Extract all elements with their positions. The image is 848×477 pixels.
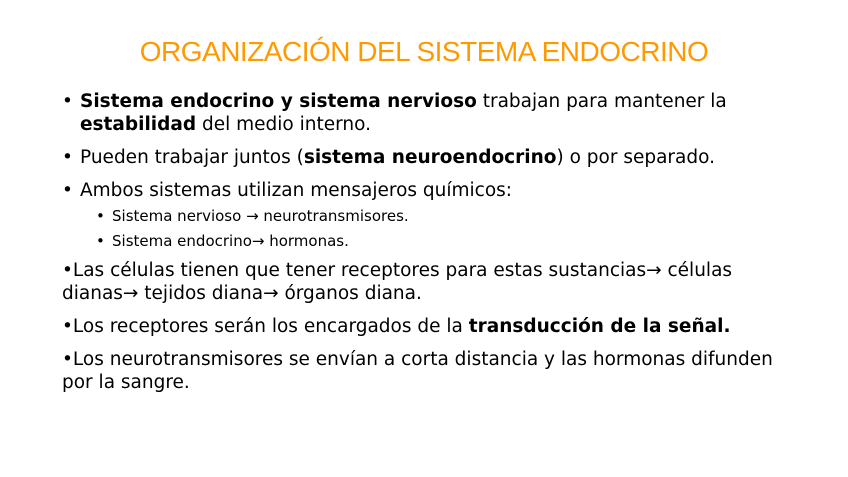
slide-title: ORGANIZACIÓN DEL SISTEMA ENDOCRINO xyxy=(139,36,709,67)
bold-phrase: sistema neuroendocrino xyxy=(303,147,557,168)
bold-phrase: transducción de la señal. xyxy=(468,316,731,337)
bullet-marker: • xyxy=(96,207,105,225)
text-span: •Los receptores serán los encargados de la xyxy=(62,316,469,337)
text-span: del medio interno. xyxy=(196,114,372,135)
text-span: ) o por separado. xyxy=(556,147,715,168)
text-span: Pueden trabajar juntos ( xyxy=(80,147,304,168)
bullet-marker: • xyxy=(62,91,73,112)
sub-bullet-item xyxy=(62,206,802,226)
sub-bullet-item xyxy=(62,231,802,251)
text-span: trabajan para mantener la xyxy=(476,91,727,112)
bullet-item-messengers xyxy=(62,179,802,202)
bullet-marker: • xyxy=(62,147,73,168)
bullet-marker: • xyxy=(62,180,73,201)
paragraph-receptors: •Las células tienen que tener receptores para estas sustancias→ células dianas→ tejidos diana→ órganos diana. xyxy=(62,260,733,304)
text-span: Ambos sistemas utilizan mensajeros químicos: xyxy=(80,180,513,201)
bold-phrase: estabilidad xyxy=(80,114,197,135)
slide-body xyxy=(62,90,802,404)
bullet-item-stability xyxy=(62,90,802,136)
paragraph-distance: •Los neurotransmisores se envían a corta distancia y las hormonas difunden por la sangre. xyxy=(62,349,773,393)
text-span: Sistema endocrino→ hormonas. xyxy=(112,232,349,250)
paragraph-transduction xyxy=(62,315,802,338)
sub-bullet-list xyxy=(62,206,802,251)
text-span: Sistema nervioso → neurotransmisores. xyxy=(112,207,409,225)
bullet-item-together xyxy=(62,146,802,169)
bold-phrase: Sistema endocrino y sistema nervioso xyxy=(80,91,477,112)
bullet-marker: • xyxy=(96,232,105,250)
